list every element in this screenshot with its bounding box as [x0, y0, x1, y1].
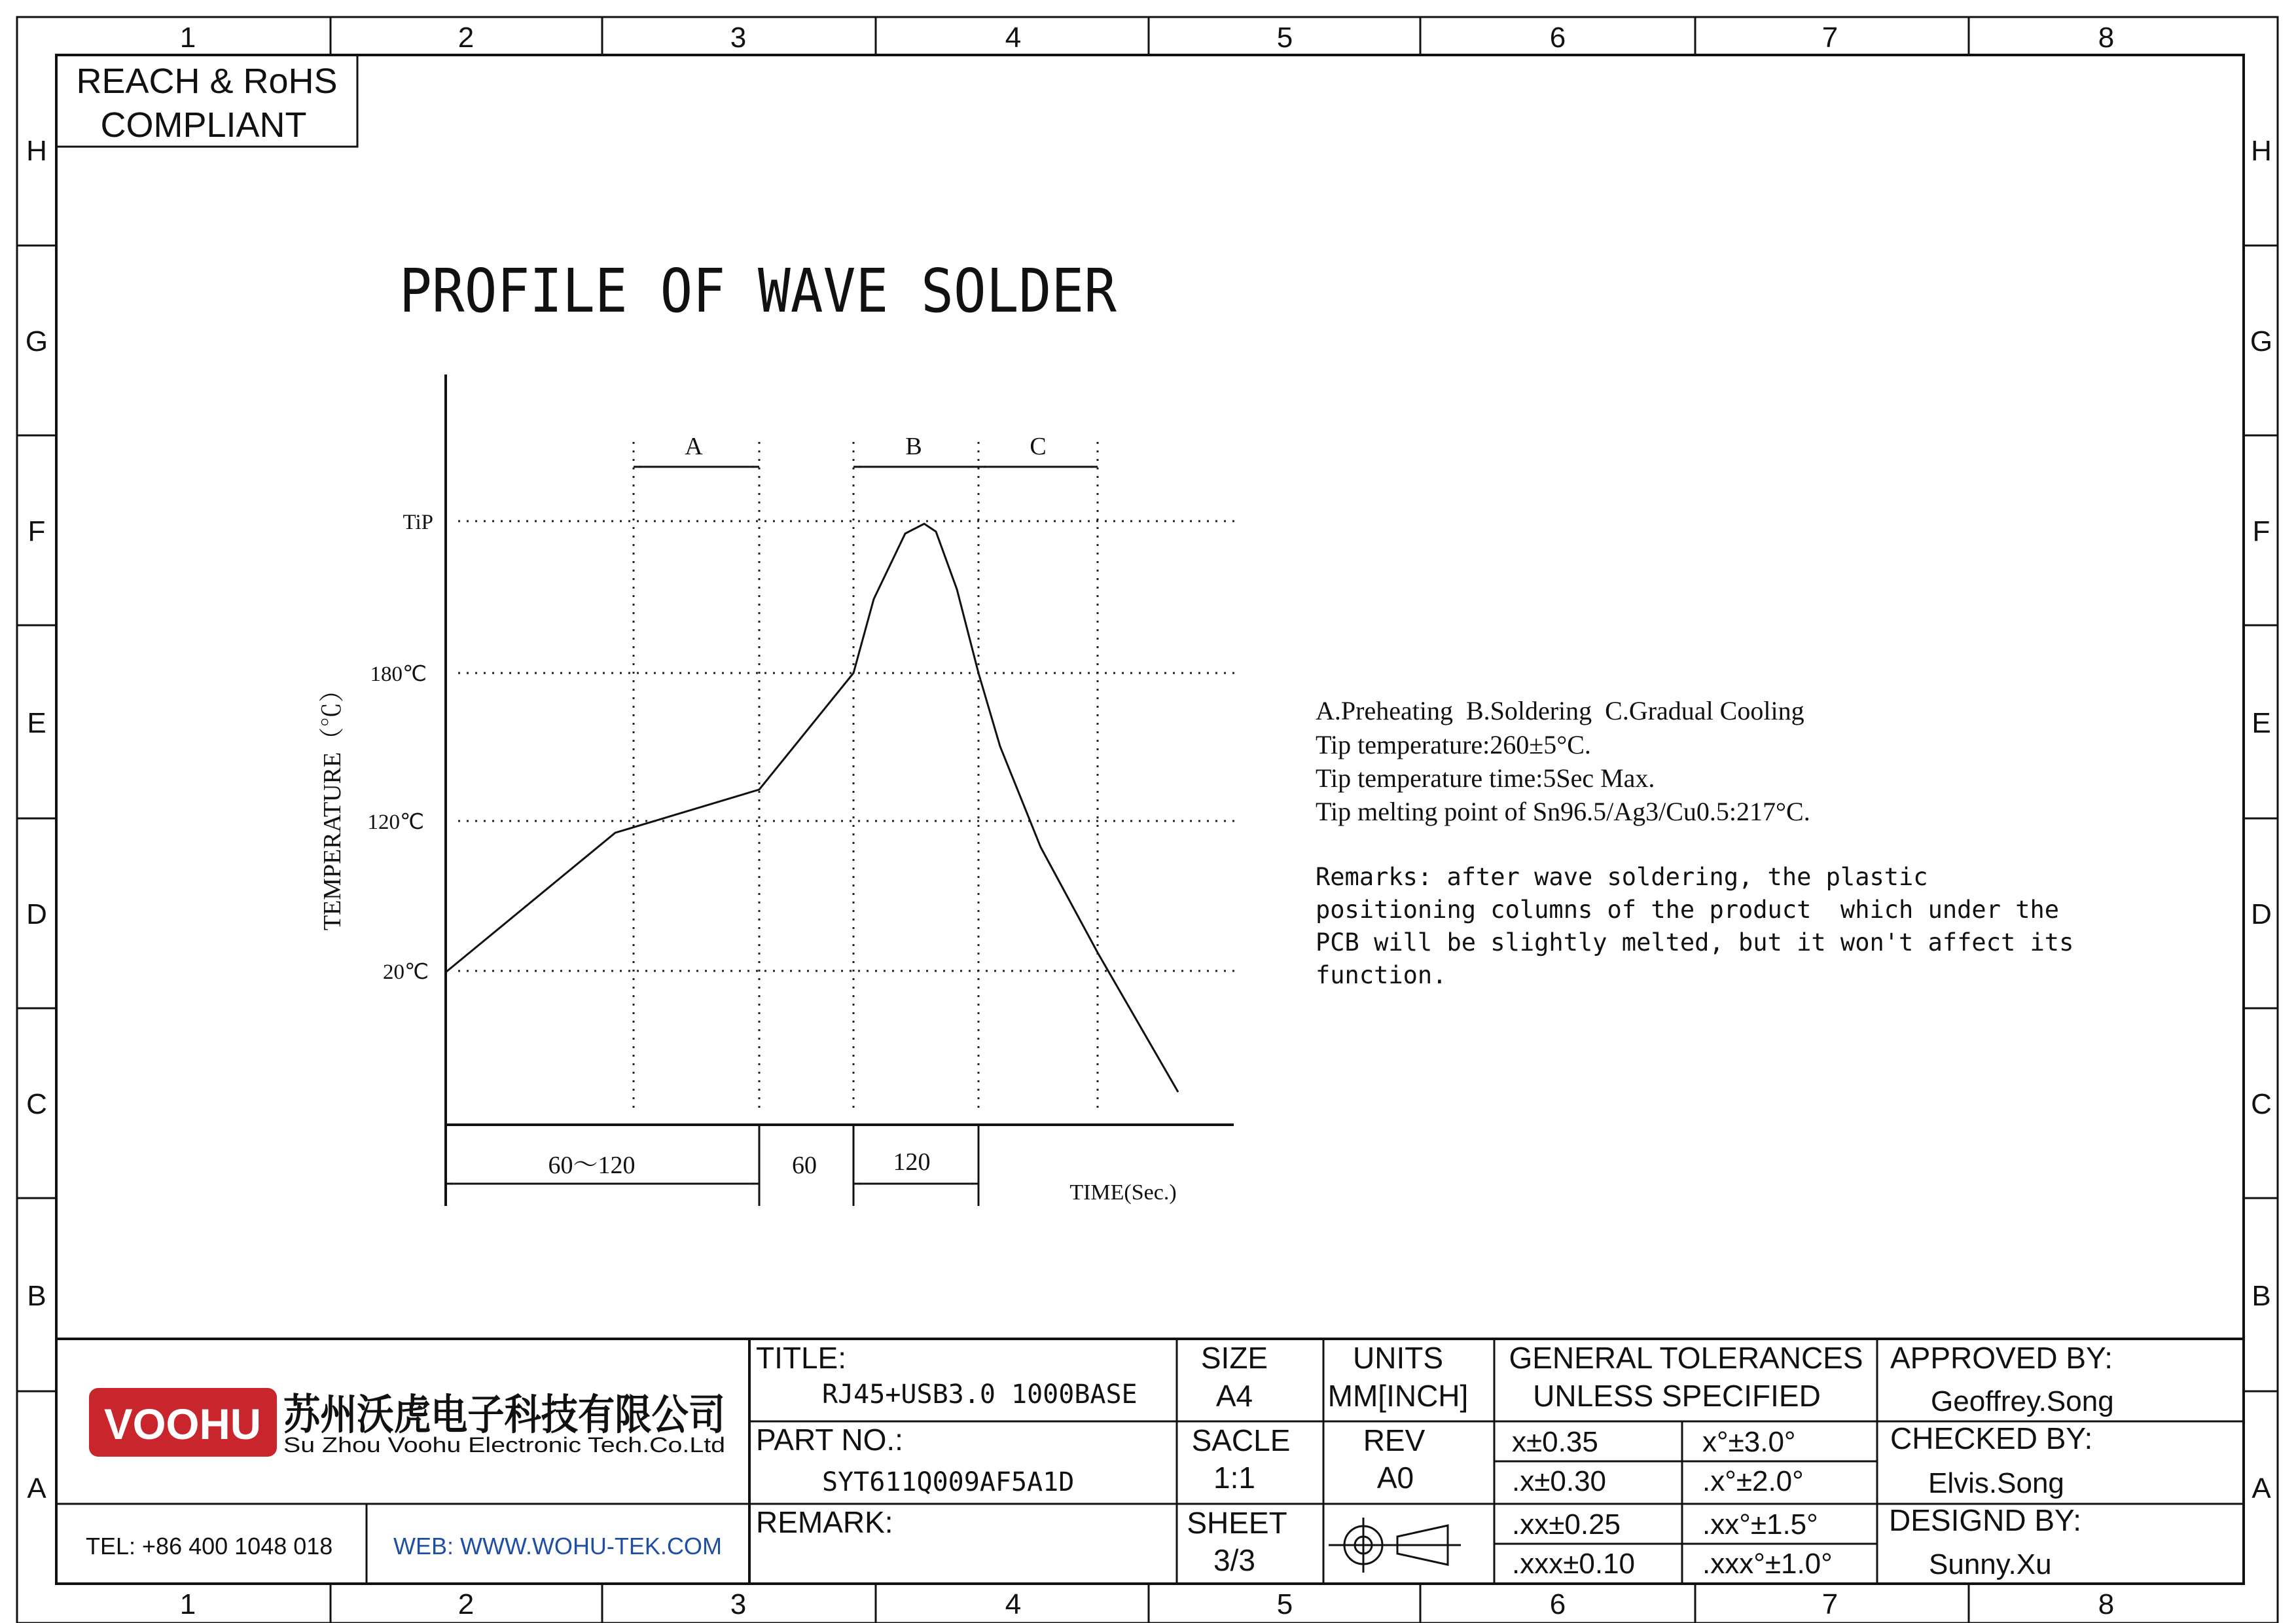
- row-label-left: A: [27, 1472, 46, 1504]
- col-label-top: 8: [2098, 22, 2115, 54]
- remark-label: REMARK:: [756, 1505, 893, 1539]
- y-axis-label: TEMPERATURE（℃）: [319, 677, 346, 931]
- col-label-bottom: 5: [1276, 1588, 1293, 1620]
- y-tick-180: 180℃: [370, 663, 427, 686]
- checked-by-value: Elvis.Song: [1928, 1467, 2064, 1499]
- row-label-left: C: [26, 1088, 47, 1120]
- notes: [1316, 696, 2073, 989]
- col-label-top: 3: [730, 22, 747, 54]
- tolerance-linear-2: .xx±0.25: [1512, 1508, 1621, 1541]
- tolerances-heading-2: UNLESS SPECIFIED: [1533, 1379, 1821, 1413]
- tolerance-linear-3: .xxx±0.10: [1512, 1548, 1636, 1580]
- units-label: UNITS: [1353, 1341, 1443, 1375]
- temperature-curve: [446, 524, 1178, 1092]
- remark-line-4: function.: [1316, 961, 1447, 989]
- company-logo: [89, 1388, 277, 1457]
- row-label-left: F: [27, 515, 46, 547]
- scale-label: SACLE: [1191, 1423, 1291, 1457]
- rev-label: REV: [1363, 1423, 1426, 1457]
- rev-value: A0: [1376, 1461, 1414, 1495]
- row-label-right: E: [2251, 707, 2271, 739]
- company-name-cn: 苏州沃虎电子科技有限公司: [283, 1391, 725, 1438]
- size-label: SIZE: [1200, 1341, 1268, 1375]
- y-tick-tip: TiP: [403, 511, 433, 534]
- logo-text: VOOHU: [104, 1400, 261, 1448]
- company-website-link[interactable]: WEB: WWW.WOHU-TEK.COM: [393, 1533, 722, 1559]
- row-label-left: E: [27, 707, 46, 739]
- col-label-bottom: 2: [457, 1588, 475, 1620]
- row-label-right: H: [2251, 135, 2272, 167]
- row-label-left: H: [26, 135, 47, 167]
- remark-line-2: positioning columns of the product which under the: [1316, 896, 2060, 924]
- units-value: MM[INCH]: [1327, 1379, 1469, 1413]
- compliance-box: [56, 55, 357, 147]
- size-value: A4: [1215, 1379, 1253, 1413]
- tolerance-angular-3: .xxx°±1.0°: [1702, 1548, 1833, 1580]
- checked-by-label: CHECKED BY:: [1890, 1421, 2093, 1455]
- approved-by-value: Geoffrey.Song: [1931, 1385, 2114, 1417]
- designed-by-value: Sunny.Xu: [1929, 1548, 2052, 1580]
- col-label-bottom: 8: [2098, 1588, 2115, 1620]
- company-tel: TEL: +86 400 1048 018: [86, 1533, 333, 1559]
- row-label-left: D: [26, 898, 47, 930]
- projection-symbol-icon: [1329, 1518, 1461, 1573]
- row-label-left: B: [27, 1280, 46, 1312]
- row-label-right: D: [2251, 898, 2272, 930]
- col-label-top: 2: [457, 22, 475, 54]
- designed-by-label: DESIGND BY:: [1889, 1503, 2081, 1537]
- col-label-bottom: 4: [1005, 1588, 1022, 1620]
- col-label-top: 4: [1005, 22, 1022, 54]
- part-no-label: PART NO.:: [756, 1423, 903, 1457]
- col-label-top: 1: [179, 22, 196, 54]
- tolerance-linear-0: x±0.35: [1512, 1426, 1598, 1458]
- company-name-en: Su Zhou Voohu Electronic Tech.Co.Ltd: [283, 1433, 725, 1457]
- remark-line-1: Remarks: after wave soldering, the plastic: [1316, 863, 1928, 891]
- part-no-value: SYT611Q009AF5A1D: [822, 1467, 1075, 1497]
- note-line-2: Tip temperature:260±5°C.: [1316, 730, 1591, 759]
- solder-profile-diagram: [319, 256, 1237, 1206]
- row-label-right: G: [2250, 325, 2273, 357]
- compliance-line-1: REACH & RoHS: [76, 62, 338, 101]
- remark-line-3: PCB will be slightly melted, but it won't affect its: [1316, 928, 2074, 957]
- y-tick-120: 120℃: [367, 811, 424, 834]
- col-label-top: 6: [1549, 22, 1566, 54]
- title-value: RJ45+USB3.0 1000BASE: [822, 1379, 1138, 1410]
- tolerance-angular-0: x°±3.0°: [1702, 1426, 1796, 1458]
- tolerance-angular-2: .xx°±1.5°: [1702, 1508, 1818, 1541]
- col-label-bottom: 7: [1821, 1588, 1839, 1620]
- compliance-line-2: COMPLIANT: [100, 105, 307, 145]
- row-label-left: G: [25, 325, 48, 357]
- note-line-1: A.Preheating B.Soldering C.Gradual Cooling: [1316, 696, 1804, 725]
- y-tick-20: 20℃: [382, 960, 429, 984]
- row-label-right: F: [2252, 515, 2270, 547]
- tolerance-angular-1: .x°±2.0°: [1702, 1465, 1804, 1497]
- zone-c-label: C: [1030, 433, 1047, 460]
- col-label-bottom: 6: [1549, 1588, 1566, 1620]
- col-label-bottom: 3: [730, 1588, 747, 1620]
- zone-b-label: B: [905, 433, 922, 460]
- x-axis-label: TIME(Sec.): [1069, 1180, 1177, 1205]
- row-label-right: C: [2251, 1088, 2272, 1120]
- tolerances-heading-1: GENERAL TOLERANCES: [1509, 1341, 1863, 1375]
- time-dim-1: 60～120: [548, 1152, 636, 1179]
- sheet-value: 3/3: [1213, 1543, 1255, 1577]
- col-label-bottom: 1: [179, 1588, 196, 1620]
- time-dim-2: 60: [792, 1152, 817, 1179]
- scale-value: 1:1: [1213, 1461, 1255, 1495]
- tolerance-linear-1: .x±0.30: [1512, 1465, 1607, 1497]
- col-label-top: 5: [1276, 22, 1293, 54]
- note-line-4: Tip melting point of Sn96.5/Ag3/Cu0.5:217°C.: [1316, 797, 1810, 826]
- approved-by-label: APPROVED BY:: [1890, 1341, 2113, 1375]
- row-label-right: A: [2251, 1472, 2271, 1504]
- zone-a-label: A: [685, 433, 703, 460]
- note-line-3: Tip temperature time:5Sec Max.: [1316, 763, 1655, 793]
- time-dim-3: 120: [893, 1148, 931, 1176]
- title-block: [56, 1339, 2244, 1584]
- row-label-right: B: [2251, 1280, 2271, 1312]
- title-label: TITLE:: [756, 1341, 847, 1375]
- col-label-top: 7: [1821, 22, 1839, 54]
- sheet-label: SHEET: [1187, 1506, 1287, 1540]
- diagram-title: PROFILE OF WAVE SOLDER: [399, 256, 1117, 326]
